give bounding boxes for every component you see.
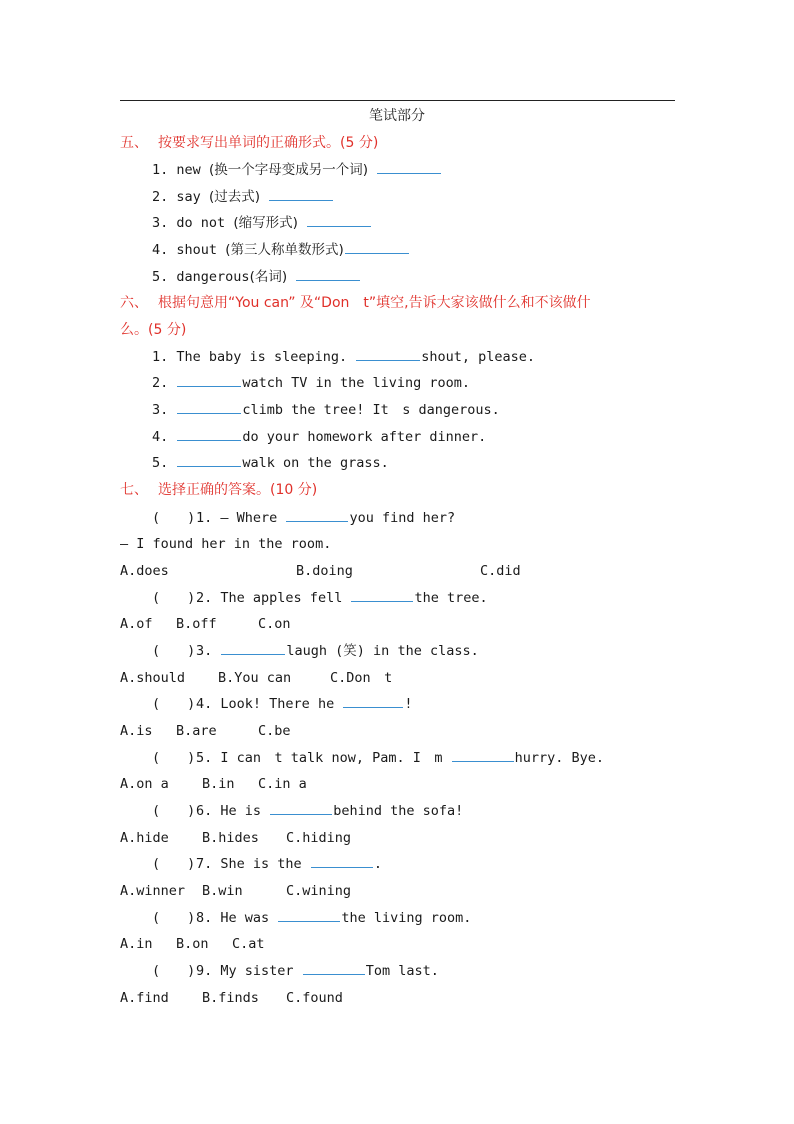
s7-question-8-options — [120, 935, 265, 953]
answer-blank[interactable] — [278, 909, 340, 922]
option-c[interactable]: C.Don t — [330, 670, 393, 686]
s5-item-3: 3. do not (缩写形式) — [152, 214, 372, 232]
option-c[interactable]: C.on — [258, 616, 291, 632]
option-a[interactable]: A.winner — [120, 883, 186, 899]
answer-blank[interactable] — [356, 348, 420, 361]
header-rule — [120, 100, 675, 101]
answer-blank[interactable] — [221, 642, 285, 655]
answer-blank[interactable] — [270, 802, 332, 815]
answer-blank[interactable] — [377, 161, 441, 174]
option-b[interactable]: B.are — [176, 723, 217, 739]
s6-item-4: 4. do your homework after dinner. — [152, 429, 487, 445]
s7-question-1: ( )1. — Where you find her? — [152, 510, 456, 526]
s7-question-5: ( )5. I can t talk now, Pam. I m hurry. Bye. — [152, 750, 605, 766]
answer-parentheses[interactable]: ( ) — [152, 750, 196, 766]
option-c[interactable]: C.hiding — [286, 830, 352, 846]
s7-question-1-response: — I found her in the room. — [120, 536, 332, 552]
page-title: 笔试部分 — [369, 108, 425, 124]
section-6-title-line1: 根据句意用“You can” 及“Don t”填空,告诉大家该做什么和不该做什 — [158, 295, 591, 311]
section-7-title: 选择正确的答案。(10 分) — [158, 482, 318, 498]
section-6-heading-cont — [120, 320, 186, 340]
s7-question-1-options — [120, 562, 680, 580]
section-5-heading — [120, 133, 378, 153]
option-a[interactable]: A.does — [120, 563, 169, 579]
s7-question-6-options — [120, 829, 351, 847]
answer-blank[interactable] — [303, 962, 365, 975]
s7-question-5-options — [120, 775, 307, 793]
s5-item-5: 5. dangerous(名词) — [152, 268, 361, 286]
answer-blank[interactable] — [269, 188, 333, 201]
option-a[interactable]: A.is — [120, 723, 153, 739]
answer-blank[interactable] — [307, 214, 371, 227]
option-a[interactable]: A.on a — [120, 776, 169, 792]
answer-blank[interactable] — [177, 374, 241, 387]
answer-blank[interactable] — [311, 855, 373, 868]
s7-question-9: ( )9. My sister Tom last. — [152, 963, 439, 979]
option-b[interactable]: B.win — [202, 883, 243, 899]
answer-blank[interactable] — [452, 749, 514, 762]
section-6-heading — [120, 293, 591, 313]
answer-parentheses[interactable]: ( ) — [152, 510, 196, 526]
s7-question-2: ( )2. The apples fell the tree. — [152, 590, 488, 606]
s7-question-4-options — [120, 722, 291, 740]
answer-parentheses[interactable]: ( ) — [152, 590, 196, 606]
s5-item-4: 4. shout (第三人称单数形式) — [152, 241, 410, 259]
s7-question-3-options — [120, 669, 392, 687]
answer-blank[interactable] — [177, 401, 241, 414]
answer-parentheses[interactable]: ( ) — [152, 696, 196, 712]
s6-item-5: 5. walk on the grass. — [152, 455, 389, 471]
answer-blank[interactable] — [286, 509, 348, 522]
section-5-title: 按要求写出单词的正确形式。(5 分) — [158, 135, 379, 151]
option-b[interactable]: B.off — [176, 616, 217, 632]
s5-item-1: 1. new (换一个字母变成另一个词) — [152, 161, 442, 179]
option-b[interactable]: B.in — [202, 776, 235, 792]
option-c[interactable]: C.in a — [258, 776, 307, 792]
section-6-title-line2: 么。(5 分) — [120, 322, 187, 338]
answer-blank[interactable] — [343, 695, 403, 708]
option-b[interactable]: B.on — [176, 936, 209, 952]
option-c[interactable]: C.found — [286, 990, 343, 1006]
answer-blank[interactable] — [296, 268, 360, 281]
answer-parentheses[interactable]: ( ) — [152, 910, 196, 926]
s7-question-7-options — [120, 882, 351, 900]
option-a[interactable]: A.of — [120, 616, 153, 632]
option-b[interactable]: B.hides — [202, 830, 259, 846]
answer-blank[interactable] — [351, 589, 413, 602]
s7-question-3: ( )3. laugh (笑) in the class. — [152, 643, 479, 659]
option-b[interactable]: B.doing — [296, 563, 353, 579]
s6-item-2: 2. watch TV in the living room. — [152, 375, 470, 391]
option-c[interactable]: C.at — [232, 936, 265, 952]
answer-blank[interactable] — [345, 241, 409, 254]
section-7-heading — [120, 480, 317, 500]
s5-item-2: 2. say (过去式) — [152, 188, 334, 206]
option-c[interactable]: C.wining — [286, 883, 352, 899]
answer-parentheses[interactable]: ( ) — [152, 803, 196, 819]
option-a[interactable]: A.in — [120, 936, 153, 952]
s7-question-8: ( )8. He was the living room. — [152, 910, 472, 926]
section-7-number: 七、 — [120, 482, 148, 498]
option-c[interactable]: C.be — [258, 723, 291, 739]
section-6-number: 六、 — [120, 295, 148, 311]
s6-item-1: 1. The baby is sleeping. shout, please. — [152, 349, 536, 365]
s6-item-3: 3. climb the tree! It s dangerous. — [152, 402, 500, 418]
answer-parentheses[interactable]: ( ) — [152, 856, 196, 872]
answer-parentheses[interactable]: ( ) — [152, 963, 196, 979]
option-c[interactable]: C.did — [480, 563, 521, 579]
section-5-number: 五、 — [120, 135, 148, 151]
answer-blank[interactable] — [177, 454, 241, 467]
answer-parentheses[interactable]: ( ) — [152, 643, 196, 659]
option-a[interactable]: A.find — [120, 990, 169, 1006]
s7-question-4: ( )4. Look! There he ! — [152, 696, 413, 712]
option-a[interactable]: A.should — [120, 670, 186, 686]
option-b[interactable]: B.You can — [218, 670, 292, 686]
s7-question-7: ( )7. She is the . — [152, 856, 382, 872]
option-a[interactable]: A.hide — [120, 830, 169, 846]
s7-question-6: ( )6. He is behind the sofa! — [152, 803, 464, 819]
s7-question-2-options — [120, 615, 291, 633]
answer-blank[interactable] — [177, 428, 241, 441]
option-b[interactable]: B.finds — [202, 990, 259, 1006]
s7-question-9-options — [120, 989, 343, 1007]
